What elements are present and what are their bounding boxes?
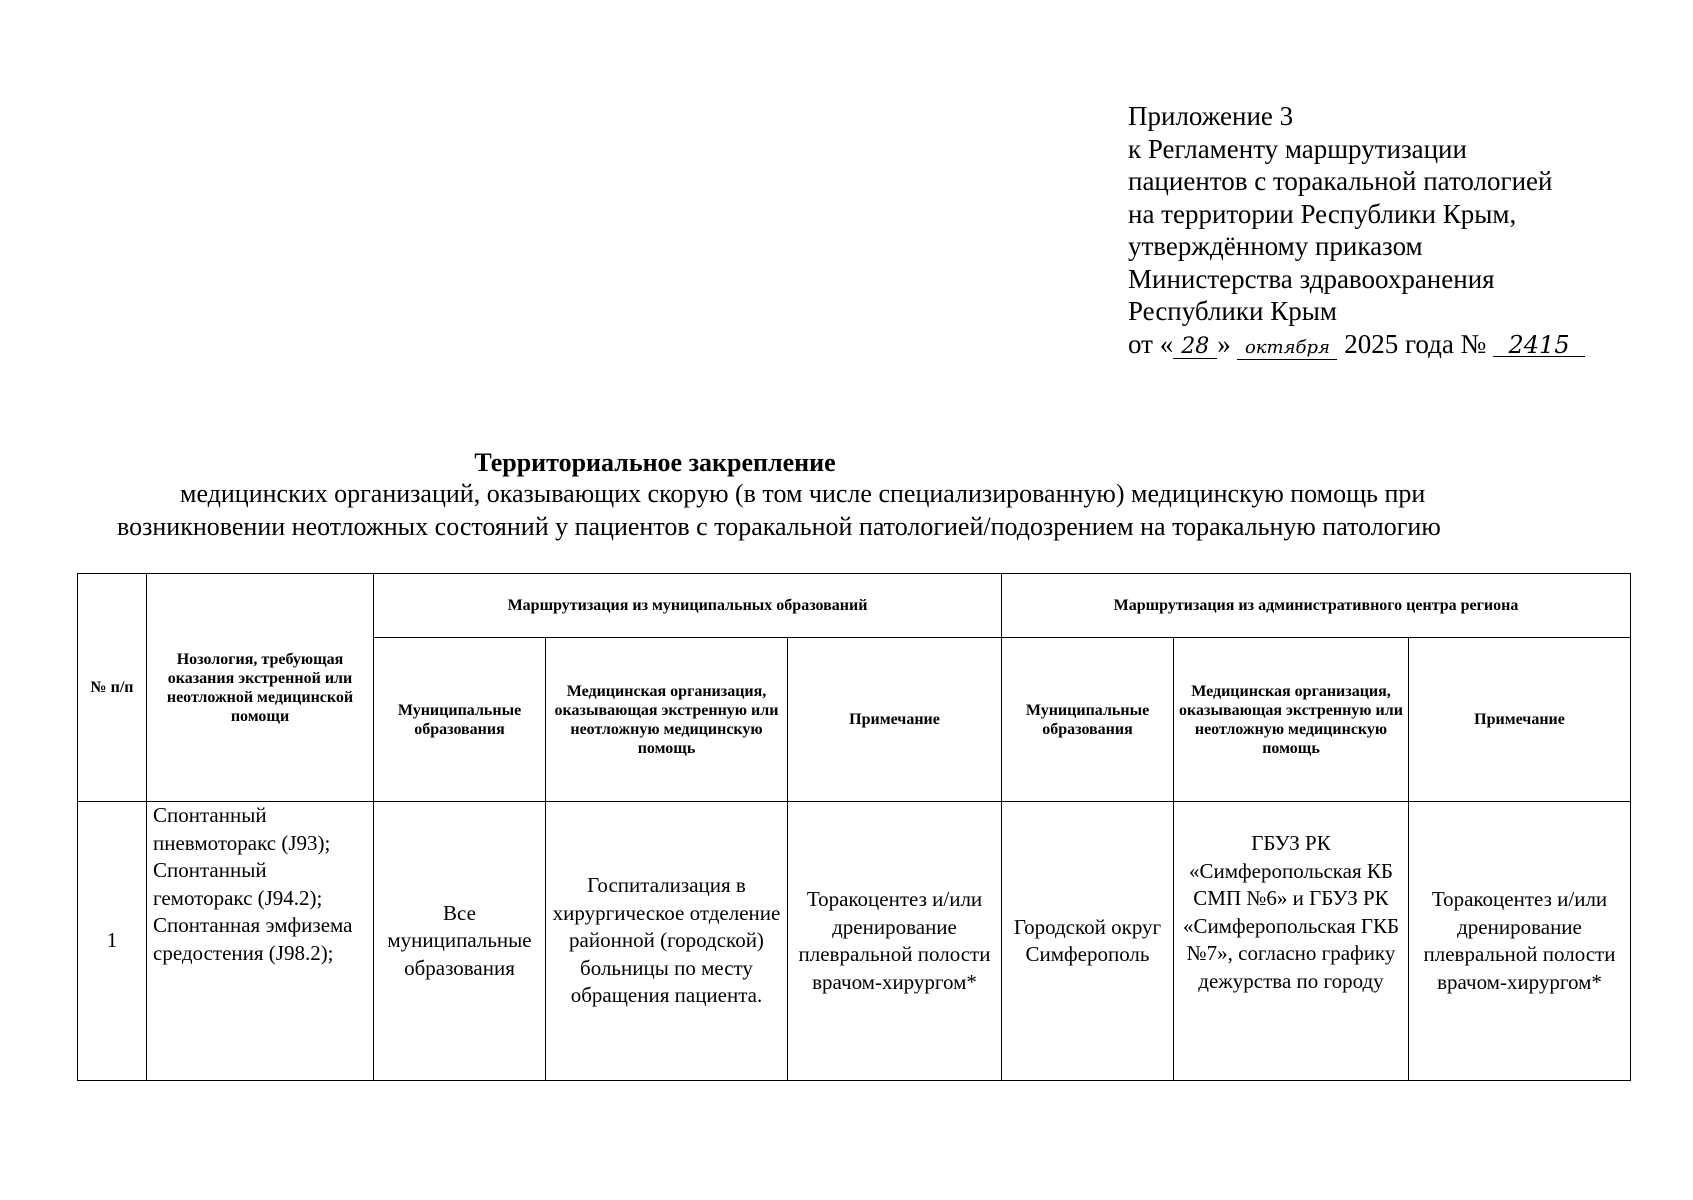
cell-adm-formations: Городской округ Симферополь	[1002, 802, 1174, 1081]
header-adm-formations: Муниципальные образования	[1002, 638, 1174, 802]
table-row	[78, 802, 1631, 1081]
cell-mun-org: Госпитализация в хирургическое отделение районной (городской) больницы по месту обращения пациента.	[546, 802, 788, 1081]
date-day: 28	[1173, 336, 1217, 359]
date-month: октября	[1237, 337, 1337, 360]
order-number: 2415	[1493, 334, 1585, 357]
appendix-line: на территории Республики Крым,	[1128, 198, 1517, 229]
header-nosology: Нозология, требующая оказания экстренной или неотложной медицинской помощи	[147, 574, 374, 802]
appendix-line: Министерства здравоохранения	[1128, 263, 1495, 294]
header-adm-org: Медицинская организация, оказывающая экстренную или неотложную медицинскую помощь	[1174, 638, 1409, 802]
header-adm-note: Примечание	[1409, 638, 1631, 802]
date-year: 2025 года №	[1344, 328, 1487, 359]
cell-mun-formations: Все муниципальные образования	[374, 802, 546, 1081]
cell-adm-org: ГБУЗ РК «Симферопольская КБ СМП №6» и ГБУЗ РК «Симферопольская ГКБ №7», согласно графику дежурства по городу	[1174, 802, 1409, 1081]
appendix-line: утверждённому приказом	[1128, 231, 1423, 261]
appendix-line: пациентов с торакальной патологией	[1128, 166, 1553, 196]
header-group-municipal: Маршрутизация из муниципальных образований	[374, 574, 1002, 638]
appendix-line: к Регламенту маршрутизации	[1128, 133, 1467, 164]
cell-mun-note: Торакоцентез и/или дренирование плевральной полости врачом-хирургом*	[788, 802, 1002, 1081]
date-mid: »	[1217, 328, 1231, 359]
header-num: № п/п	[78, 574, 147, 802]
document-subtitle-line-2: возникновении неотложных состояний у пациентов с торакальной патологией/подозрением на торакальную патологию	[117, 512, 1441, 541]
routing-table	[77, 573, 1631, 1081]
appendix-line: Приложение 3	[1128, 101, 1294, 131]
document-title: Территориальное закрепление	[474, 448, 836, 477]
header-mun-note: Примечание	[788, 638, 1002, 802]
cell-adm-note: Торакоцентез и/или дренирование плевральной полости врачом-хирургом*	[1409, 802, 1631, 1081]
order-date-line	[1128, 328, 1648, 361]
cell-num: 1	[78, 802, 147, 1081]
header-mun-formations: Муниципальные образования	[374, 638, 546, 802]
appendix-header	[1128, 100, 1648, 360]
header-group-admin: Маршрутизация из административного центра региона	[1002, 574, 1631, 638]
cell-nosology: Спонтанный пневмоторакс (J93); Спонтанный гемоторакс (J94.2); Спонтанная эмфизема средостения (J98.2);	[147, 802, 374, 1081]
document-subtitle-line-1: медицинских организаций, оказывающих скорую (в том числе специализированную) медицинскую помощь при	[180, 479, 1426, 508]
date-prefix: от «	[1128, 328, 1174, 359]
appendix-line: Республики Крым	[1128, 296, 1337, 326]
header-mun-org: Медицинская организация, оказывающая экстренную или неотложную медицинскую помощь	[546, 638, 788, 802]
